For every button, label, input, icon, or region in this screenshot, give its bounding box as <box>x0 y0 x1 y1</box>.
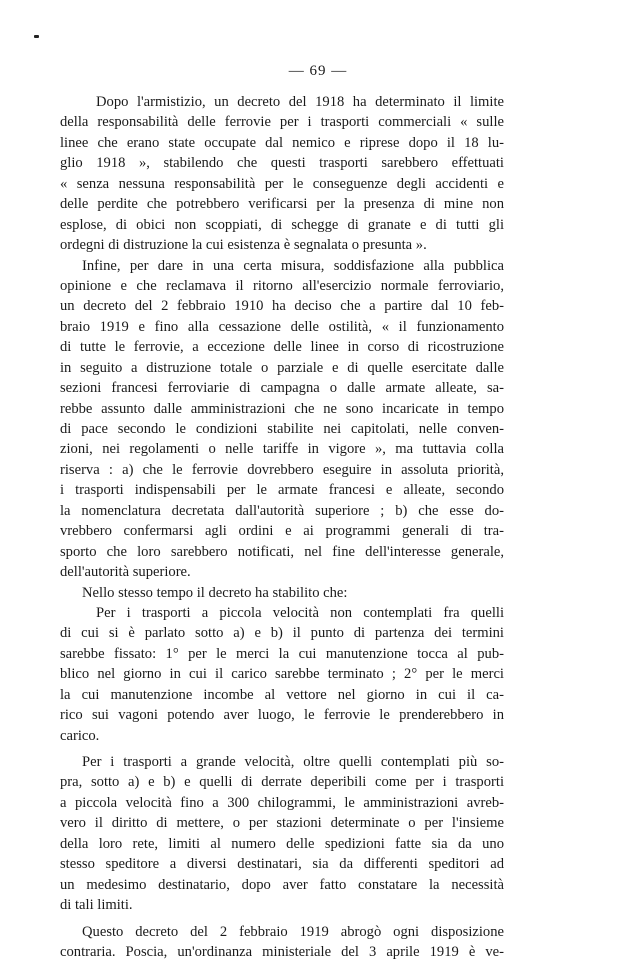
text-line: carico. <box>60 726 504 746</box>
print-speck <box>34 35 39 38</box>
text-line: « senza nessuna responsabilità per le conseguenze degli accidenti e <box>60 174 504 194</box>
text-line: in seguito a distruzione totale o parziale e di quelle esercitate dalle <box>60 358 504 378</box>
text-line: i trasporti indispensabili per le armate francesi e alleate, secondo <box>60 480 504 500</box>
text-line: vrebbero confermarsi agli ordini e ai programmi generali di tra- <box>60 521 504 541</box>
text-line: sezioni francesi ferroviarie di campagna o dalle armate alleate, sa- <box>60 378 504 398</box>
text-line: la cui manutenzione incombe al vettore nel giorno in cui il ca- <box>60 685 504 705</box>
text-line: sarebbe fissato: 1° per le merci la cui manutenzione tocca al pub- <box>60 644 504 664</box>
text-line: zioni, nei regolamenti o nelle tariffe in vigore », ma tuttavia colla <box>60 439 504 459</box>
text-line: blico nel giorno in cui il carico sarebbe terminato ; 2° per le merci <box>60 664 504 684</box>
text-line: della responsabilità delle ferrovie per i trasporti commerciali « sulle <box>60 112 504 132</box>
text-line: esplose, di obici non scoppiati, di schegge di granate e di tutti gli <box>60 215 504 235</box>
paragraph <box>60 752 504 916</box>
text-line: riserva : a) che le ferrovie dovrebbero eseguire in assoluta priorità, <box>60 460 504 480</box>
text-line: un medesimo destinatario, dopo aver fatto constatare la necessità <box>60 875 504 895</box>
text-line: dell'autorità superiore. <box>60 562 504 582</box>
body-text <box>60 92 504 962</box>
text-line: braio 1919 e fino alla cessazione delle ostilità, « il funzionamento <box>60 317 504 337</box>
text-line: di pace secondo le condizioni stabilite nei capitolati, nelle conven- <box>60 419 504 439</box>
paragraph <box>60 583 504 603</box>
text-line: la nomenclatura decretata dall'autorità superiore ; b) che esse do- <box>60 501 504 521</box>
text-line: sporto che loro sarebbero notificati, nel fine dell'interesse generale, <box>60 542 504 562</box>
text-line: opinione e che reclamava il ritorno all'esercizio normale ferroviario, <box>60 276 504 296</box>
page-number: — 69 — <box>0 63 636 80</box>
text-line: delle perdite che potrebbero verificarsi per la presenza di mine non <box>60 194 504 214</box>
text-line: pra, sotto a) e b) e quelli di derrate deperibili come per i trasporti <box>60 772 504 792</box>
text-line: di tutte le ferrovie, a eccezione delle linee in corso di ricostruzione <box>60 337 504 357</box>
text-line: un decreto del 2 febbraio 1910 ha deciso che a partire dal 10 feb- <box>60 296 504 316</box>
text-line: vero il diritto di mettere, o per stazioni determinate o per l'insieme <box>60 813 504 833</box>
text-line: Per i trasporti a grande velocità, oltre quelli contemplati più so- <box>60 752 504 772</box>
paragraph <box>60 603 504 746</box>
text-line: Dopo l'armistizio, un decreto del 1918 ha determinato il limite <box>60 92 504 112</box>
text-line: Per i trasporti a piccola velocità non contemplati fra quelli <box>60 603 504 623</box>
text-line: Nello stesso tempo il decreto ha stabilito che: <box>60 583 504 603</box>
text-line: della loro rete, limiti al numero delle spedizioni fatte sia da uno <box>60 834 504 854</box>
text-line: Infine, per dare in una certa misura, soddisfazione alla pubblica <box>60 256 504 276</box>
paragraph <box>60 922 504 962</box>
paragraph <box>60 256 504 583</box>
paragraph <box>60 92 504 256</box>
text-line: a piccola velocità fino a 300 chilogrammi, le amministrazioni avreb- <box>60 793 504 813</box>
text-line: stesso speditore a diversi destinatari, sia da differenti speditori ad <box>60 854 504 874</box>
text-line: glio 1918 », stabilendo che questi trasporti sarebbero effettuati <box>60 153 504 173</box>
text-line: rebbe assunto dalle amministrazioni che ne sono incaricate in tempo <box>60 399 504 419</box>
text-line: rico sui vagoni potendo aver luogo, le ferrovie le prenderebbero in <box>60 705 504 725</box>
text-line: di tali limiti. <box>60 895 504 915</box>
text-line: contraria. Poscia, un'ordinanza ministeriale del 3 aprile 1919 è ve- <box>60 942 504 962</box>
text-line: linee che erano state occupate dal nemico e riprese dopo il 18 lu- <box>60 133 504 153</box>
text-line: di cui si è parlato sotto a) e b) il punto di partenza dei termini <box>60 623 504 643</box>
text-line: Questo decreto del 2 febbraio 1919 abrogò ogni disposizione <box>60 922 504 942</box>
text-line: ordegni di distruzione la cui esistenza è segnalata o presunta ». <box>60 235 504 255</box>
